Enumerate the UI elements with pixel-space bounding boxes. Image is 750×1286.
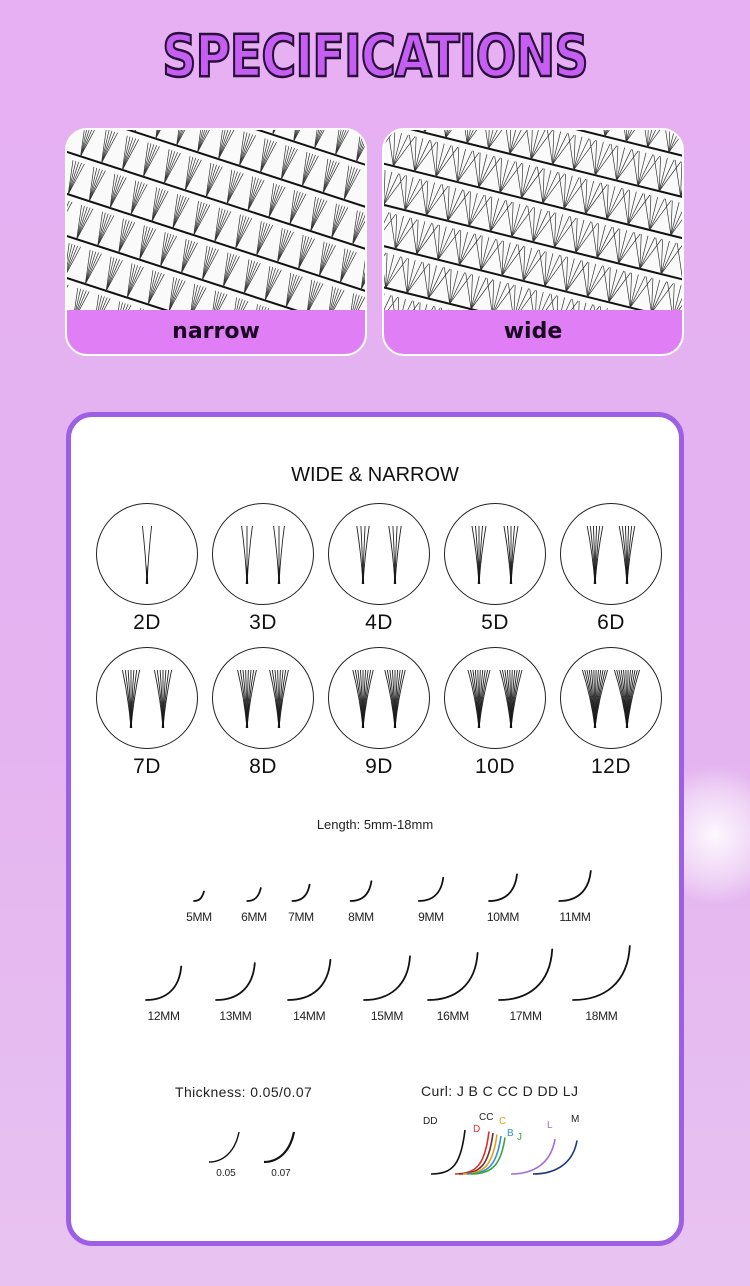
fan-icon — [329, 504, 429, 604]
length-label: 14MM — [293, 1009, 326, 1023]
fan-circle — [96, 647, 198, 749]
narrow-label: narrow — [67, 310, 365, 354]
lash-curve — [359, 932, 415, 1004]
fan-3d — [211, 503, 315, 635]
length-label: 9MM — [418, 910, 444, 924]
fan-label: 12D — [590, 755, 632, 778]
fan-label: 10D — [474, 755, 516, 778]
length-11mm — [553, 857, 597, 924]
lash-curve — [553, 857, 597, 905]
length-label: 18MM — [585, 1009, 618, 1023]
curl-letter: CC — [479, 1112, 494, 1123]
thickness-title: Thickness: 0.05/0.07 — [175, 1084, 313, 1100]
lash-curve — [423, 932, 483, 1004]
length-label: 12MM — [147, 1009, 180, 1023]
fan-circle — [444, 647, 546, 749]
thickness-005 — [201, 1122, 251, 1179]
fan-label: 4D — [365, 611, 393, 634]
fan-label: 7D — [133, 755, 161, 778]
fan-circle — [212, 503, 314, 605]
length-8mm — [339, 857, 383, 924]
lash-curve — [494, 932, 557, 1004]
lash-curve — [568, 932, 635, 1004]
length-6mm — [232, 857, 276, 924]
curl-letter: DD — [423, 1116, 438, 1127]
fan-icon — [445, 504, 545, 604]
fan-label: 8D — [249, 755, 277, 778]
length-label: 7MM — [288, 910, 314, 924]
length-17mm — [494, 932, 557, 1023]
fan-6d — [559, 503, 663, 635]
thickness-005-label: 0.05 — [216, 1168, 236, 1179]
curl-letter: C — [499, 1116, 507, 1127]
fan-icon — [445, 648, 545, 748]
fan-circle — [96, 503, 198, 605]
fan-icon — [97, 504, 197, 604]
lash-curve — [339, 857, 383, 905]
fan-12d — [559, 647, 663, 779]
lash-curve — [481, 857, 525, 905]
fan-label: 5D — [481, 611, 509, 634]
curl-title: Curl: J B C CC D DD LJ — [421, 1083, 579, 1099]
thickness-007 — [256, 1122, 306, 1179]
narrow-photo-card — [65, 128, 367, 356]
wide-label: wide — [384, 310, 682, 354]
panel-heading: WIDE & NARROW — [291, 464, 459, 486]
length-label: 5MM — [186, 910, 212, 924]
curl-chart — [421, 1112, 591, 1182]
lash-curve — [279, 857, 323, 905]
fan-2d — [95, 503, 199, 635]
length-9mm — [409, 857, 453, 924]
length-18mm — [568, 932, 635, 1023]
lash-curve — [409, 857, 453, 905]
fan-icon — [97, 648, 197, 748]
length-13mm — [211, 932, 260, 1023]
thickness-007-label: 0.07 — [271, 1168, 291, 1179]
length-10mm — [481, 857, 525, 924]
fan-circle — [444, 503, 546, 605]
length-label: 17MM — [509, 1009, 542, 1023]
fan-icon — [561, 648, 661, 748]
fan-7d — [95, 647, 199, 779]
wide-lash-photo — [384, 130, 684, 314]
length-label: 13MM — [219, 1009, 252, 1023]
lash-curve — [141, 932, 186, 1004]
fan-label: 2D — [133, 611, 161, 634]
fan-icon — [329, 648, 429, 748]
fan-icon — [213, 504, 313, 604]
fan-circle — [560, 647, 662, 749]
fan-icon — [561, 504, 661, 604]
fan-icon — [213, 648, 313, 748]
fan-8d — [211, 647, 315, 779]
page-title: SPECIFICATIONS — [162, 22, 588, 90]
wide-photo-card — [382, 128, 684, 356]
fan-4d — [327, 503, 431, 635]
lash-curve — [211, 932, 260, 1004]
fan-10d — [443, 647, 547, 779]
fan-circle — [560, 503, 662, 605]
curl-letter: L — [547, 1120, 553, 1131]
length-label: 16MM — [436, 1009, 469, 1023]
length-label: 15MM — [370, 1009, 404, 1023]
length-16mm — [423, 932, 483, 1023]
narrow-lash-photo — [67, 130, 367, 314]
length-label: 10MM — [486, 910, 520, 924]
fan-circle — [328, 503, 430, 605]
fan-circle — [212, 647, 314, 749]
curl-diagram — [421, 1112, 591, 1182]
fan-circle — [328, 647, 430, 749]
length-label: 8MM — [348, 910, 374, 924]
length-title: Length: 5mm-18mm — [316, 817, 434, 832]
fan-9d — [327, 647, 431, 779]
length-15mm — [359, 932, 415, 1023]
specifications-panel — [66, 412, 684, 1246]
curl-letter: B — [507, 1128, 514, 1139]
length-14mm — [283, 932, 335, 1023]
curl-letter: M — [571, 1114, 580, 1125]
length-label: 6MM — [241, 910, 267, 924]
lash-curve — [283, 932, 335, 1004]
lash-curve — [177, 857, 221, 905]
length-label: 11MM — [559, 910, 591, 924]
curl-letter: D — [473, 1124, 481, 1135]
fan-label: 6D — [597, 611, 625, 634]
fan-label: 3D — [249, 611, 277, 634]
length-5mm — [177, 857, 221, 924]
fan-5d — [443, 503, 547, 635]
curl-letter: J — [517, 1132, 522, 1143]
fan-label: 9D — [365, 755, 393, 778]
length-7mm — [279, 857, 323, 924]
length-12mm — [141, 932, 186, 1023]
lash-curve — [232, 857, 276, 905]
